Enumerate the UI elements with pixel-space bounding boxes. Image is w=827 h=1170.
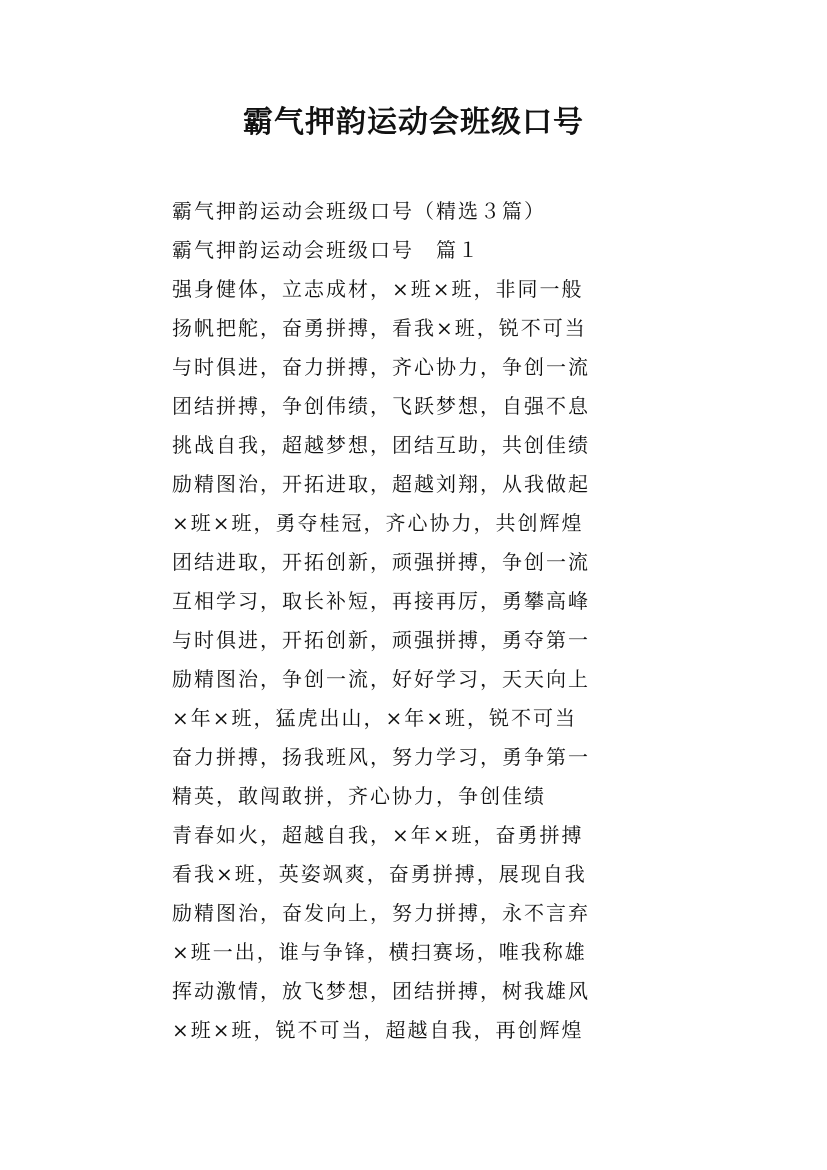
slogan-line: 奋力拼搏，扬我班风，努力学习，勇争第一 <box>172 745 590 769</box>
slogan-line: 团结拼搏，争创伟绩，飞跃梦想，自强不息 <box>172 394 590 418</box>
slogan-line: 互相学习，取长补短，再接再厉，勇攀高峰 <box>172 589 590 613</box>
slogan-line: 精英，敢闯敢拼，齐心协力，争创佳绩 <box>172 784 546 808</box>
slogan-line: 青春如火，超越自我，×年×班，奋勇拼搏 <box>172 823 584 847</box>
slogan-line: 与时俱进，开拓创新，顽强拼搏，勇夺第一 <box>172 628 590 652</box>
slogan-line: ×班×班，勇夺桂冠，齐心协力，共创辉煌 <box>172 511 584 535</box>
document-body <box>172 192 612 1050</box>
slogan-line: 看我×班，英姿飒爽，奋勇拼搏，展现自我 <box>172 862 587 886</box>
slogan-line: 与时俱进，奋力拼搏，齐心协力，争创一流 <box>172 355 590 379</box>
slogan-line: 扬帆把舵，奋勇拼搏，看我×班，锐不可当 <box>172 316 587 340</box>
slogan-line: 挑战自我，超越梦想，团结互助，共创佳绩 <box>172 433 590 457</box>
slogan-line: 励精图治，奋发向上，努力拼搏，永不言弃 <box>172 901 590 925</box>
slogan-line: ×班一出，谁与争锋，横扫赛场，唯我称雄 <box>172 940 587 964</box>
page-title: 霸气押韵运动会班级口号 <box>243 105 584 140</box>
intro-line: 霸气押韵运动会班级口号（精选３篇） <box>172 199 546 223</box>
slogan-line: ×班×班，锐不可当，超越自我，再创辉煌 <box>172 1018 584 1042</box>
slogan-line: 挥动激情，放飞梦想，团结拼搏，树我雄风 <box>172 979 590 1003</box>
slogan-line: 强身健体，立志成材，×班×班，非同一般 <box>172 277 584 301</box>
slogan-list <box>172 270 612 1050</box>
slogan-line: ×年×班，猛虎出山，×年×班，锐不可当 <box>172 706 578 730</box>
section-heading: 霸气押韵运动会班级口号 篇１ <box>172 238 480 262</box>
slogan-line: 励精图治，开拓进取，超越刘翔，从我做起 <box>172 472 590 496</box>
slogan-line: 团结进取，开拓创新，顽强拼搏，争创一流 <box>172 550 590 574</box>
slogan-line: 励精图治，争创一流，好好学习，天天向上 <box>172 667 590 691</box>
